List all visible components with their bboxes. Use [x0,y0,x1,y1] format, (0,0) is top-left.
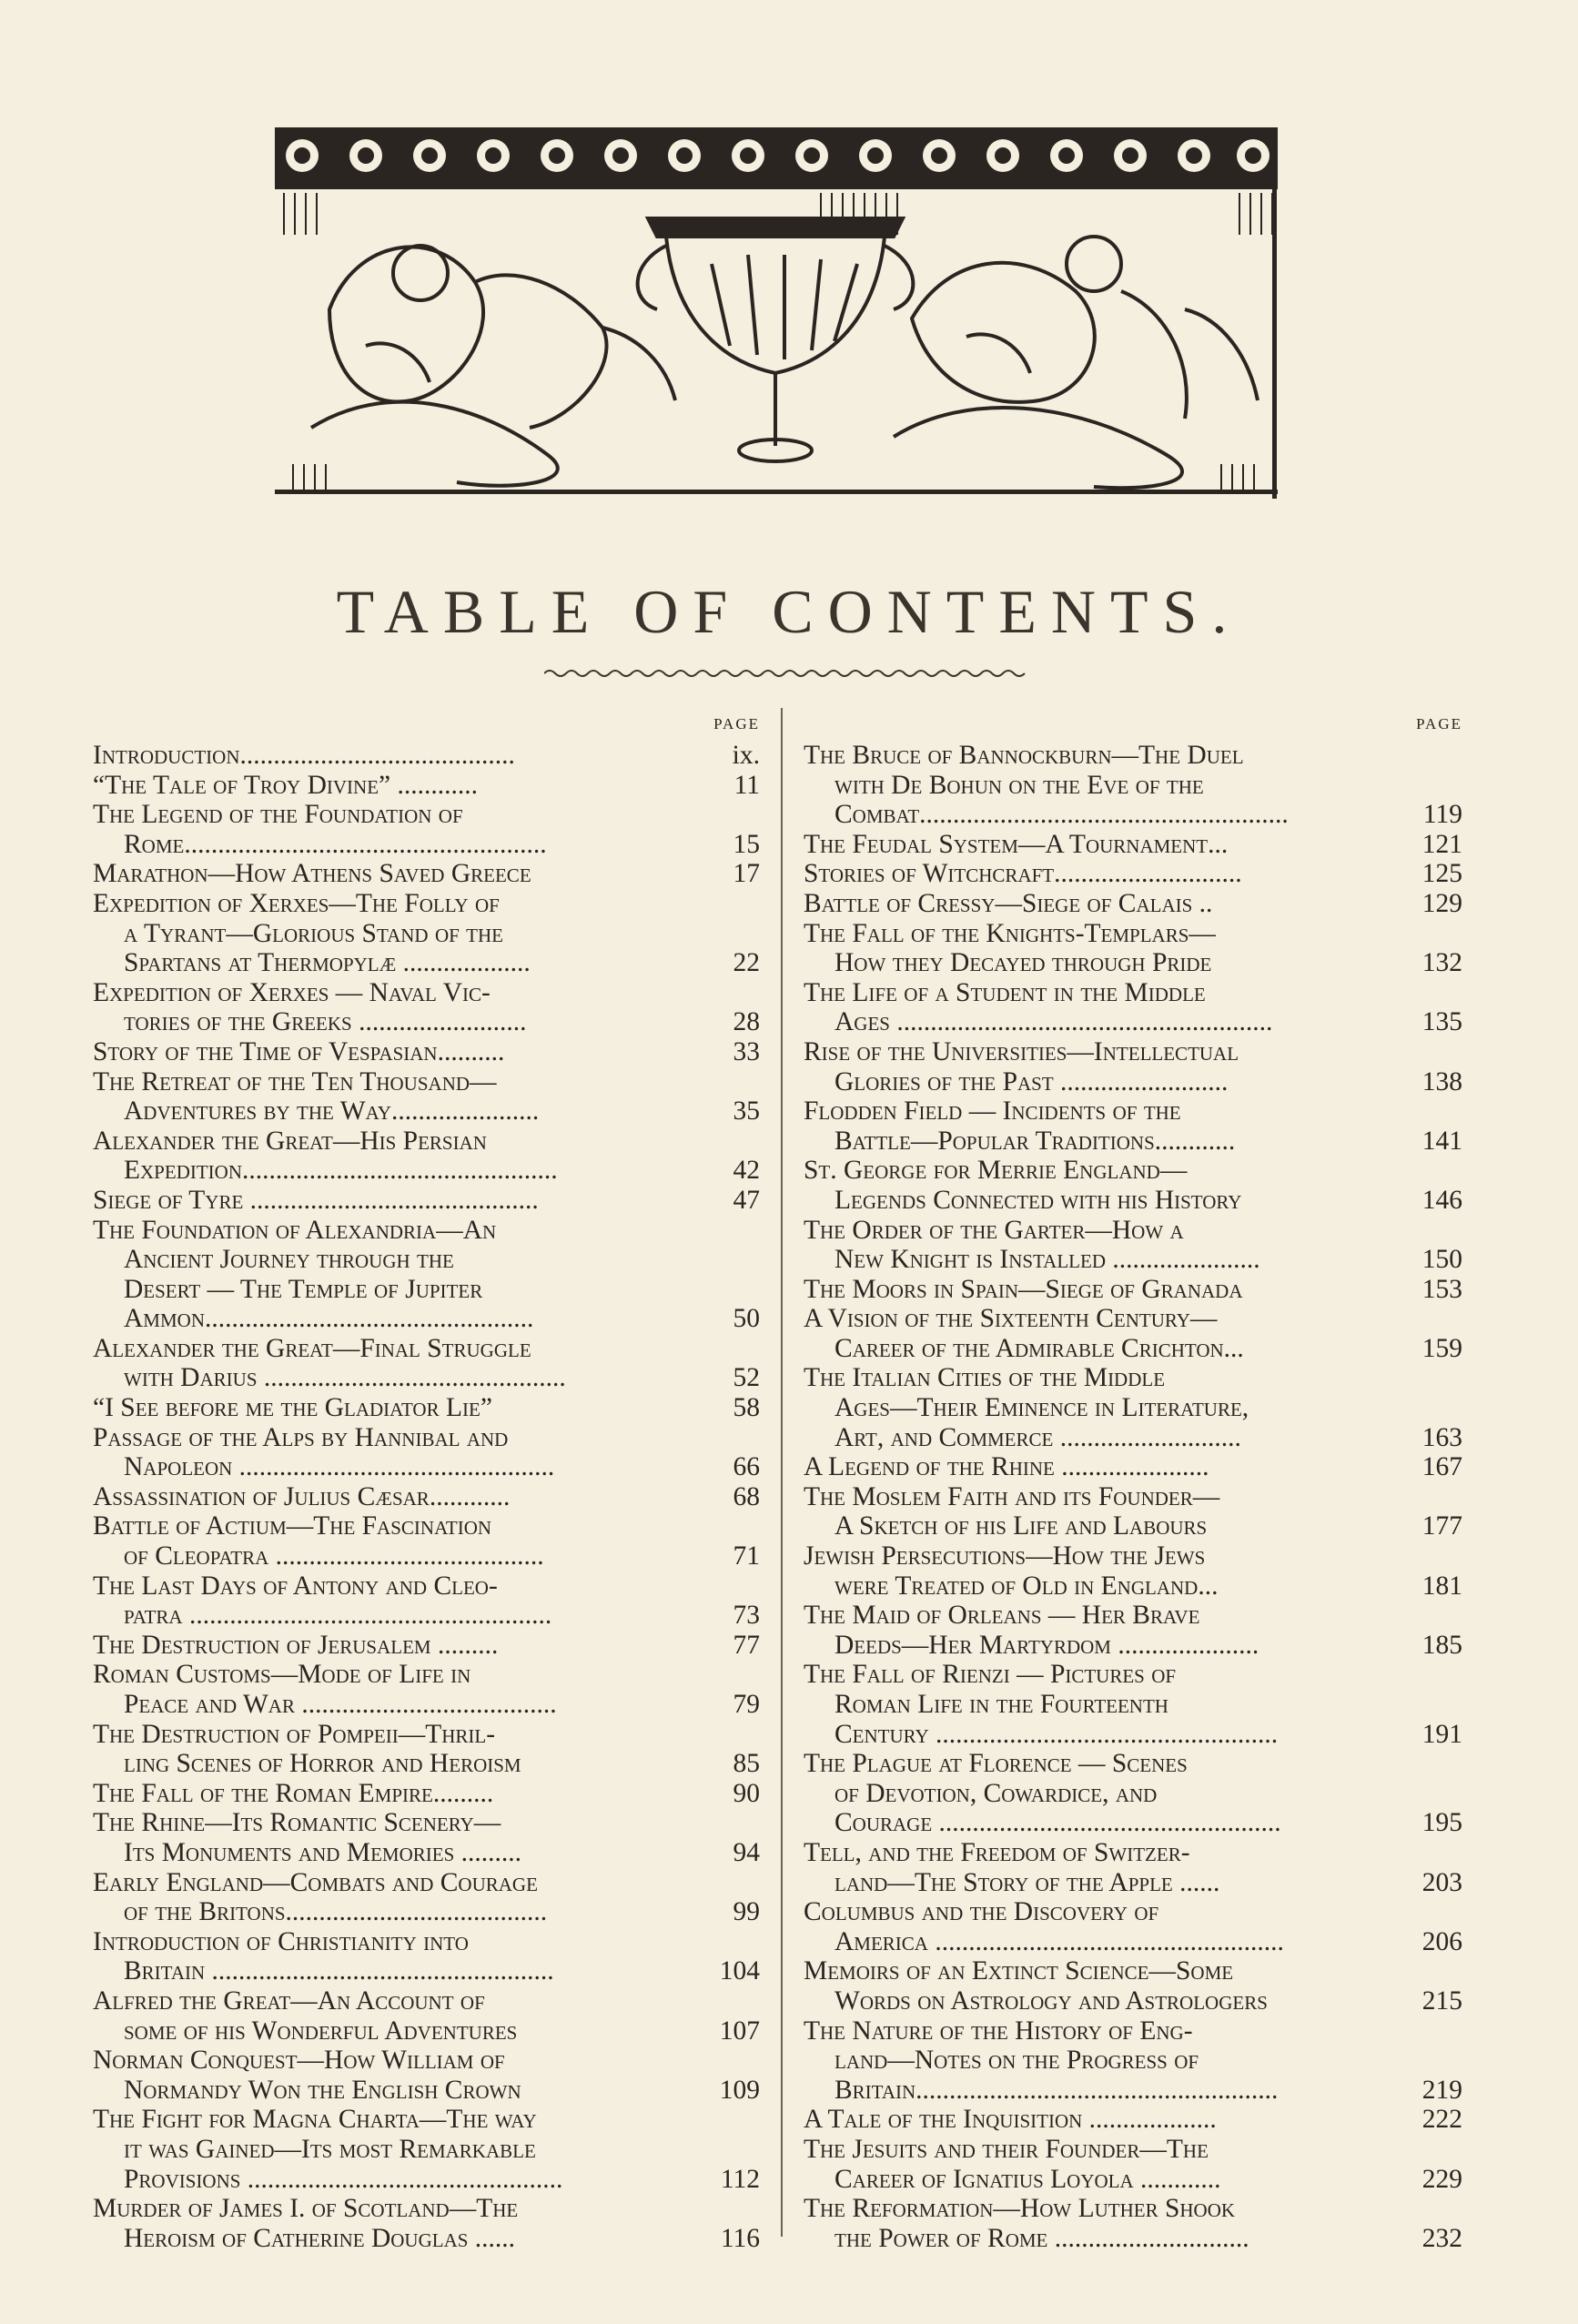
entry-page-number: 58 [733,1393,760,1423]
entry-title [804,1541,1397,1601]
entry-title-line: Words on Astrology and Astrologers [835,1986,1268,2016]
contents-entry [93,1779,760,1809]
page-column-heading: PAGE [713,715,760,733]
entry-title [93,1986,700,2046]
contents-list-left [93,741,760,2253]
entry-page-number: 177 [1421,1511,1462,1541]
entry-title [804,1660,1397,1749]
entry-page-number: 195 [1421,1808,1462,1838]
entry-title-line: Expedition............................................... [124,1156,558,1186]
entry-title-line: The Italian Cities of the Middle [804,1363,1166,1393]
entry-page-number: 33 [733,1036,760,1066]
entry-title [804,1838,1397,1897]
entry-title-line: Alfred the Great—An Account of [93,1986,485,2016]
contents-entry [93,1186,760,1216]
entry-page-number: 222 [1421,2105,1462,2135]
entry-page-number: 232 [1421,2223,1462,2253]
entry-page-number: 203 [1421,1867,1462,1897]
entry-title [804,1452,1397,1482]
entry-title [93,1423,700,1482]
entry-page-number: 138 [1421,1066,1462,1096]
entry-title [93,1127,700,1186]
entry-page-number: 109 [719,2075,760,2105]
entry-title [804,1037,1397,1096]
contents-entry [804,830,1462,860]
contents-entry [93,1986,760,2046]
entry-title [804,1956,1397,2016]
entry-page-number: ix. [732,741,760,770]
entry-title-line: Desert — The Temple of Jupiter [124,1274,483,1304]
contents-entry [93,1393,760,1423]
entry-title-line: Rome...................................................... [124,829,547,859]
entry-title-line: Story of the Time of Vespasian.......... [93,1036,505,1066]
entry-title-line: with De Bohun on the Eve of the [835,770,1204,800]
entry-title-line: The Fight for Magna Charta—The way [93,2105,537,2135]
entry-title [804,1897,1397,1956]
entry-title-line: A Sketch of his Life and Labours [835,1511,1208,1541]
entry-title [93,1334,700,1393]
entry-title-line: Combat....................................................... [835,800,1289,830]
entry-title-line: Deeds—Her Martyrdom ..................... [835,1630,1259,1660]
entry-title [93,741,700,771]
entry-title-line: The Moors in Spain—Siege of Granada [804,1274,1243,1304]
contents-entry [93,1511,760,1571]
entry-title-line: Heroism of Catherine Douglas ...... [124,2223,516,2253]
contents-entry [93,1127,760,1186]
entry-title-line: Murder of James I. of Scotland—The [93,2194,519,2224]
entry-title [804,1363,1397,1452]
entry-title [804,978,1397,1037]
entry-title-line: Ages—Their Eminence in Literature, [835,1393,1249,1423]
entry-title [93,1216,700,1334]
entry-title-line: Introduction......................................... [93,741,515,770]
entry-page-number: 181 [1421,1571,1462,1601]
entry-title-line: Expedition of Xerxes—The Folly of [93,888,500,918]
entry-title [93,889,700,978]
contents-entry [93,1720,760,1779]
entry-title [804,1216,1397,1275]
page-title: TABLE OF CONTENTS. [336,577,1242,646]
entry-title [804,1156,1397,1215]
entry-title [804,1304,1397,1363]
entry-title-line: the Power of Rome ............................. [835,2223,1249,2253]
entry-title-line: Siege of Tyre ........................................... [93,1185,539,1215]
entry-title-line: Marathon—How Athens Saved Greece [93,859,531,889]
entry-title [93,859,700,889]
entry-page-number: 85 [733,1749,760,1779]
entry-title [93,1186,700,1216]
entry-page-number: 28 [733,1007,760,1037]
entry-title [93,978,700,1037]
entry-title [93,1808,700,1867]
entry-title-line: The Plague at Florence — Scenes [804,1749,1188,1779]
entry-title-line: The Fall of the Roman Empire......... [93,1778,494,1808]
contents-entry [93,859,760,889]
entry-title-line: Napoleon ............................................... [124,1452,555,1482]
entry-title-line: Ammon................................................. [124,1304,534,1334]
entry-title-line: land—Notes on the Progress of [835,2046,1199,2076]
contents-entry [93,2046,760,2105]
entry-title-line: Expedition of Xerxes — Naval Vic- [93,977,491,1007]
entry-page-number: 185 [1421,1630,1462,1660]
contents-entry [93,1927,760,1986]
entry-title-line: A Vision of the Sixteenth Century— [804,1304,1218,1334]
entry-title-line: Assassination of Julius Cæsar............ [93,1481,511,1511]
entry-title [93,1571,700,1631]
entry-title-line: Provisions ............................................... [124,2164,563,2194]
entry-title-line: Battle of Actium—The Fascination [93,1511,492,1541]
entry-page-number: 73 [733,1601,760,1631]
entry-page-number: 99 [733,1897,760,1927]
entry-title [804,1601,1397,1660]
entry-title-line: Courage ................................................... [835,1808,1281,1838]
entry-title [93,1779,700,1809]
entry-title-line: tories of the Greeks ......................... [124,1007,527,1037]
entry-page-number: 104 [719,1956,760,1986]
entry-title-line: Spartans at Thermopylæ ................... [124,948,531,978]
entry-title [93,2194,700,2253]
decorative-frieze-illustration [275,127,1278,499]
contents-entry [804,1482,1462,1541]
entry-page-number: 107 [719,2016,760,2046]
contents-entry [804,1838,1462,1897]
contents-entry [93,1571,760,1631]
entry-title [93,1393,700,1423]
entry-title-line: Glories of the Past ......................... [835,1066,1229,1096]
contents-entry [93,1216,760,1334]
contents-column-left [93,715,760,2253]
entry-title-line: The Last Days of Antony and Cleo- [93,1571,498,1601]
entry-title-line: with Darius ............................................. [124,1363,566,1393]
entry-title-line: Career of Ignatius Loyola ............ [835,2164,1221,2194]
entry-page-number: 219 [1421,2075,1462,2105]
entry-title-line: Legends Connected with his History [835,1185,1242,1215]
entry-title [93,1037,700,1067]
contents-entry [804,1956,1462,2016]
entry-title [804,830,1397,860]
entry-title-line: of the Britons....................................... [124,1897,548,1927]
entry-page-number: 112 [720,2164,760,2194]
contents-entry [804,741,1462,830]
entry-title-line: The Nature of the History of Eng- [804,2016,1193,2046]
entry-page-number: 52 [733,1363,760,1393]
entry-title-line: The Foundation of Alexandria—An [93,1215,497,1245]
entry-title-line: Battle of Cressy—Siege of Calais .. [804,888,1213,918]
entry-title-line: Normandy Won the English Crown [124,2075,521,2105]
entry-page-number: 153 [1421,1274,1462,1304]
contents-entry [804,889,1462,919]
entry-page-number: 94 [733,1837,760,1867]
entry-page-number: 116 [720,2223,760,2253]
entry-page-number: 129 [1421,888,1462,918]
entry-title-line: Career of the Admirable Crichton... [835,1333,1244,1363]
entry-title-line: The Moslem Faith and its Founder— [804,1481,1220,1511]
entry-page-number: 135 [1421,1007,1462,1037]
contents-entry [804,1452,1462,1482]
entry-page-number: 47 [733,1185,760,1215]
entry-title [93,771,700,801]
contents-entry [804,1541,1462,1601]
entry-page-number: 71 [733,1541,760,1571]
entry-page-number: 119 [1422,800,1462,830]
entry-title [93,1067,700,1127]
entry-page-number: 125 [1421,859,1462,889]
entry-page-number: 15 [733,829,760,859]
contents-entry [804,859,1462,889]
entry-title [804,2016,1397,2106]
entry-title-line: Rise of the Universities—Intellectual [804,1036,1239,1066]
entry-page-number: 146 [1421,1185,1462,1215]
entry-title-line: Ages ........................................................ [835,1007,1273,1037]
contents-entry [804,2016,1462,2106]
contents-entry [804,1601,1462,1660]
entry-page-number: 77 [733,1630,760,1660]
entry-title-line: ling Scenes of Horror and Heroism [124,1749,521,1779]
entry-title [804,889,1397,919]
entry-title-line: Roman Customs—Mode of Life in [93,1660,471,1690]
entry-title-line: The Bruce of Bannockburn—The Duel [804,741,1244,770]
entry-title-line: How they Decayed through Pride [835,948,1212,978]
entry-title [93,1868,700,1927]
entry-page-number: 90 [733,1778,760,1808]
contents-entry [804,2105,1462,2135]
contents-column-right [804,715,1462,2253]
contents-entry [93,1037,760,1067]
entry-title [804,1096,1397,1156]
contents-entry [804,1037,1462,1096]
entry-title [93,1720,700,1779]
contents-entry [804,978,1462,1037]
page-column-heading: PAGE [1416,715,1462,733]
entry-title-line: of Cleopatra ........................................ [124,1541,544,1571]
entry-title-line: “I See before me the Gladiator Lie” [93,1393,492,1423]
entry-title-line: Adventures by the Way...................... [124,1096,540,1127]
entry-title-line: Memoirs of an Extinct Science—Some [804,1956,1234,1986]
entry-title-line: New Knight is Installed ...................... [835,1245,1260,1275]
entry-title-line: Tell, and the Freedom of Switzer- [804,1837,1190,1867]
entry-page-number: 159 [1421,1333,1462,1363]
contents-entry [93,1423,760,1482]
entry-title-line: The Maid of Orleans — Her Brave [804,1601,1200,1631]
entry-page-number: 132 [1421,948,1462,978]
entry-title [804,1749,1397,1838]
entry-page-number: 163 [1421,1422,1462,1452]
entry-title [804,741,1397,830]
entry-page-number: 11 [733,770,760,800]
contents-list-right [804,741,1462,2253]
entry-title-line: The Retreat of the Ten Thousand— [93,1066,497,1096]
wavy-divider [544,664,1027,682]
entry-title-line: were Treated of Old in England... [835,1571,1219,1601]
contents-entry [804,2135,1462,2194]
entry-title-line: The Life of a Student in the Middle [804,977,1206,1007]
entry-title [93,2105,700,2194]
entry-title-line: Peace and War ...................................... [124,1690,557,1719]
entry-title-line: Its Monuments and Memories ......... [124,1837,522,1867]
entry-title-line: some of his Wonderful Adventures [124,2016,518,2046]
entry-title-line: “The Tale of Troy Divine” ............ [93,770,479,800]
entry-title-line: Columbus and the Discovery of [804,1897,1159,1927]
entry-title [804,2194,1397,2253]
contents-entry [93,800,760,859]
entry-title-line: The Fall of Rienzi — Pictures of [804,1660,1177,1690]
entry-title-line: a Tyrant—Glorious Stand of the [124,918,504,948]
contents-entry [93,1482,760,1512]
contents-entry [93,1868,760,1927]
contents-entry [804,1363,1462,1452]
contents-entry [804,1660,1462,1749]
contents-entry [93,978,760,1037]
entry-title-line: land—The Story of the Apple ...... [835,1867,1220,1897]
entry-page-number: 229 [1421,2164,1462,2194]
entry-page-number: 79 [733,1690,760,1719]
entry-title [804,2105,1397,2135]
contents-entry [804,1749,1462,1838]
entry-title-line: Alexander the Great—His Persian [93,1126,487,1156]
entry-title-line: The Fall of the Knights-Templars— [804,918,1216,948]
entry-title-line: Britain...................................................... [835,2075,1279,2105]
entry-title [93,1660,700,1719]
entry-page-number: 50 [733,1304,760,1334]
contents-entry [93,1660,760,1719]
entry-page-number: 17 [733,859,760,889]
entry-title-line: of Devotion, Cowardice, and [835,1778,1158,1808]
entry-title [804,919,1397,978]
entry-title-line: A Tale of the Inquisition ................... [804,2105,1217,2135]
entry-title-line: Britain ................................................... [124,1956,554,1986]
entry-title-line: Battle—Popular Traditions............ [835,1126,1236,1156]
contents-entry [804,1304,1462,1363]
entry-title-line: Stories of Witchcraft............................ [804,859,1242,889]
entry-page-number: 66 [733,1452,760,1482]
entry-title-line: Early England—Combats and Courage [93,1867,538,1897]
column-divider [781,708,783,2237]
contents-entry [93,889,760,978]
entry-title [93,1511,700,1571]
entry-title-line: The Destruction of Jerusalem ......... [93,1630,499,1660]
entry-title [804,1275,1397,1305]
contents-entry [93,1067,760,1127]
entry-title-line: The Reformation—How Luther Shook [804,2194,1236,2224]
entry-title-line: The Rhine—Its Romantic Scenery— [93,1808,501,1838]
entry-title [93,1631,700,1661]
entry-title [93,1482,700,1512]
entry-title-line: patra ...................................................... [124,1601,552,1631]
contents-entry [804,919,1462,978]
contents-entry [804,1897,1462,1956]
entry-title [804,1482,1397,1541]
contents-entry [93,1631,760,1661]
contents-entry [93,741,760,771]
contents-entry [804,1216,1462,1275]
entry-page-number: 42 [733,1156,760,1186]
entry-title-line: Ancient Journey through the [124,1245,454,1275]
entry-title-line: Introduction of Christianity into [93,1926,469,1956]
entry-page-number: 22 [733,948,760,978]
contents-entry [804,1275,1462,1305]
entry-title-line: Art, and Commerce ........................... [835,1422,1241,1452]
entry-title-line: The Feudal System—A Tournament... [804,829,1229,859]
contents-entry [93,771,760,801]
entry-title-line: The Order of the Garter—How a [804,1215,1184,1245]
entry-title [93,2046,700,2105]
entry-title [93,1927,700,1986]
entry-page-number: 68 [733,1481,760,1511]
entry-title [93,800,700,859]
entry-title [804,859,1397,889]
entry-page-number: 215 [1421,1986,1462,2016]
entry-title-line: The Jesuits and their Founder—The [804,2134,1209,2164]
entry-page-number: 191 [1421,1719,1462,1749]
entry-title-line: Passage of the Alps by Hannibal and [93,1422,509,1452]
entry-title-line: Century ................................................... [835,1719,1279,1749]
contents-entry [804,1156,1462,1215]
entry-title-line: Alexander the Great—Final Struggle [93,1333,531,1363]
entry-title-line: Flodden Field — Incidents of the [804,1096,1181,1127]
contents-entry [804,2194,1462,2253]
contents-entry [93,2105,760,2194]
entry-page-number: 167 [1421,1452,1462,1482]
entry-title-line: The Destruction of Pompeii—Thril- [93,1719,496,1749]
contents-entry [93,1334,760,1393]
entry-title [804,2135,1397,2194]
contents-entry [804,1096,1462,1156]
entry-title-line: America .................................................... [835,1926,1284,1956]
entry-title-line: it was Gained—Its most Remarkable [124,2134,536,2164]
entry-title-line: Norman Conquest—How William of [93,2046,505,2076]
entry-page-number: 141 [1421,1126,1462,1156]
entry-page-number: 150 [1421,1245,1462,1275]
entry-page-number: 206 [1421,1926,1462,1956]
entry-title-line: St. George for Merrie England— [804,1156,1188,1186]
entry-title-line: A Legend of the Rhine ...................... [804,1452,1209,1482]
entry-title-line: The Legend of the Foundation of [93,800,463,830]
entry-page-number: 121 [1421,829,1462,859]
contents-entry [93,2194,760,2253]
entry-title-line: Jewish Persecutions—How the Jews [804,1541,1206,1571]
entry-page-number: 35 [733,1096,760,1127]
entry-title-line: Roman Life in the Fourteenth [835,1690,1168,1719]
contents-entry [93,1808,760,1867]
